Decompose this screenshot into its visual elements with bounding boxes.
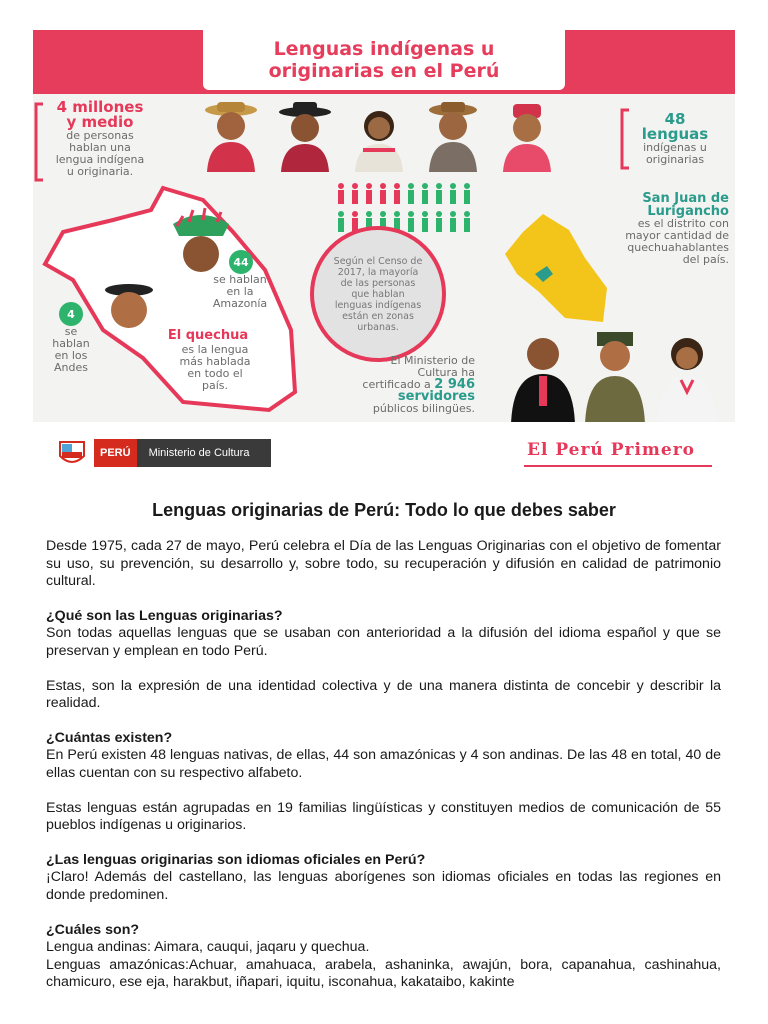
question-heading: ¿Qué son las Lenguas originarias? bbox=[46, 607, 283, 624]
ministry-certified: El Ministerio de Cultura ha certificado a 2 946 servidores públicos bilingües. bbox=[362, 354, 475, 415]
question-heading: ¿Cuántas existen? bbox=[46, 729, 173, 746]
peru-label: PERÚ bbox=[94, 439, 137, 467]
person-5 bbox=[503, 104, 551, 172]
article-body bbox=[46, 538, 721, 992]
title-line-1: Lenguas indígenas u bbox=[273, 38, 495, 60]
title-line-2: originarias en el Perú bbox=[268, 60, 500, 82]
official-figure bbox=[511, 338, 575, 422]
answer-paragraph: Estas, son la expresión de una identidad colectiva y de una manera distinta de concebir y describir la realidad. bbox=[46, 677, 721, 712]
police-figure bbox=[585, 332, 645, 422]
answer-paragraph: Son todas aquellas lenguas que se usaban con anterioridad a la difusión del idioma español y que se preservan y emplean en todo Perú. bbox=[46, 625, 721, 659]
right-bracket-icon bbox=[619, 108, 631, 170]
amazon-count-badge: 44 bbox=[229, 250, 253, 274]
languages-desc: indígenas u originarias bbox=[643, 141, 707, 166]
quechua-title: El quechua bbox=[167, 328, 249, 343]
ministry-logo bbox=[56, 438, 271, 468]
infographic bbox=[33, 30, 735, 422]
person-1 bbox=[205, 102, 257, 172]
quechua-desc: es la lengua más hablada en todo el país. bbox=[179, 343, 251, 392]
infographic-title bbox=[203, 30, 565, 90]
question-heading: ¿Las lenguas originarias son idiomas oficiales en Perú? bbox=[46, 851, 426, 868]
person-4 bbox=[429, 102, 477, 172]
millions-stat: 4 millones y medio bbox=[56, 98, 144, 131]
doctor-figure bbox=[657, 338, 717, 422]
article-title: Lenguas originarias de Perú: Todo lo que debes saber bbox=[152, 500, 616, 520]
census-circle: Según el Censo de 2017, la mayoría de las personas que hablan lenguas indígenas están en zonas urbanas. bbox=[310, 226, 446, 362]
public-servants-illustration bbox=[507, 332, 727, 422]
answer-paragraph: Lenguas amazónicas:Achuar, amahuaca, arabela, ashaninka, awajún, bora, capanahua, cashinahua, chamicuro, ese eja, harakbut, iñapari, iquitu, isconahua, kakataibo, kakinte bbox=[46, 956, 721, 991]
coat-of-arms-icon bbox=[56, 438, 88, 468]
answer-paragraph: Lengua andinas: Aimara, cauqui, jaqaru y quechua. bbox=[46, 939, 370, 956]
left-bracket-icon bbox=[33, 102, 45, 182]
ministry-label: Ministerio de Cultura bbox=[137, 439, 271, 467]
question-heading: ¿Cuáles son? bbox=[46, 921, 140, 938]
peru-primero-underline bbox=[524, 465, 712, 467]
person-3 bbox=[355, 111, 403, 172]
andes-count-badge: 4 bbox=[59, 302, 83, 326]
intro-paragraph: Desde 1975, cada 27 de mayo, Perú celebra el Día de las Lenguas Originarias con el objetivo de fomentar su uso, su prevención, su desarrollo y, sobre todo, su recuperación y difusión en calidad de patrimonio cultural. bbox=[46, 538, 721, 590]
sjl-desc: es el distrito con mayor cantidad de quechuahablantes del país. bbox=[625, 217, 729, 266]
millions-desc: de personas hablan una lengua indígena u originaria. bbox=[55, 129, 145, 178]
answer-paragraph: Estas lenguas están agrupadas en 19 familias lingüísticas y constituyen medios de comunicación de 55 pueblos indígenas u originarios. bbox=[46, 799, 721, 834]
andes-desc: se hablan en los Andes bbox=[52, 325, 90, 374]
languages-stat: 48 lenguas bbox=[641, 110, 709, 143]
answer-paragraph: ¡Claro! Además del castellano, las lenguas aborígenes son idiomas oficiales en todas las regiones en donde predominen. bbox=[46, 869, 721, 903]
amazon-desc: se hablan en la Amazonía bbox=[212, 273, 268, 310]
indigenous-people-illustration bbox=[203, 100, 573, 172]
sjl-title: San Juan de Lurigancho bbox=[642, 191, 729, 219]
person-2 bbox=[279, 102, 331, 172]
answer-paragraph: En Perú existen 48 lenguas nativas, de ellas, 44 son amazónicas y 4 son andinas. De las 48 en total, 40 de ellas cuentan con su respectivo alfabeto. bbox=[46, 747, 721, 781]
peru-primero-logo: El Perú Primero bbox=[527, 440, 696, 460]
